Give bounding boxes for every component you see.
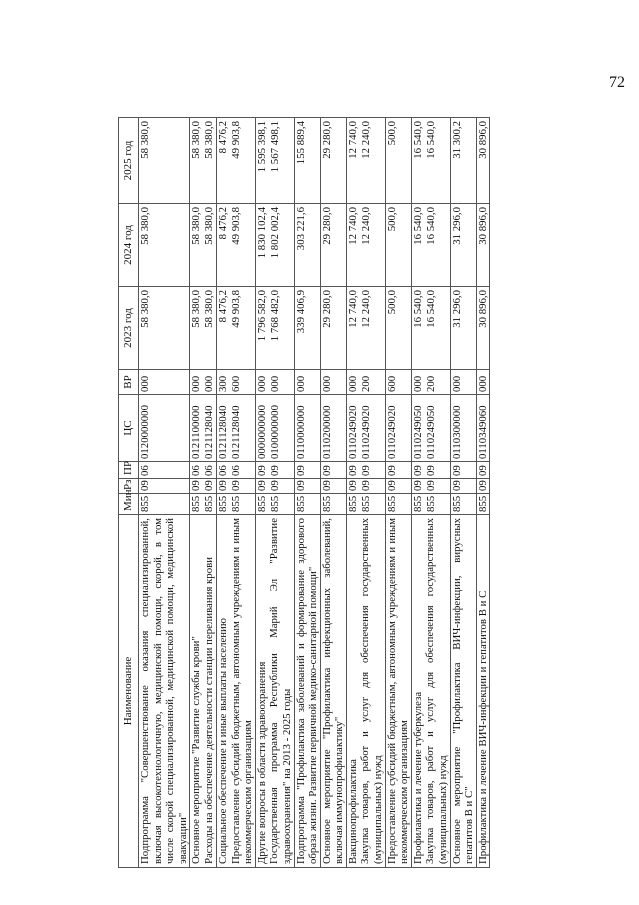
row-name-cell bbox=[255, 515, 294, 868]
row-cs-cell bbox=[255, 395, 294, 462]
item-value: 1 802 002,4 bbox=[268, 207, 281, 259]
row-2025-cell bbox=[346, 118, 385, 204]
row-2024-cell bbox=[346, 204, 385, 287]
item-value: 09 bbox=[385, 465, 398, 476]
row-min-cell bbox=[450, 494, 476, 515]
item-value: 855 bbox=[450, 495, 463, 512]
item-value: 12 240,0 bbox=[359, 290, 372, 328]
item-value: 09 bbox=[294, 480, 307, 491]
row-vr-cell bbox=[450, 370, 476, 395]
item-value: 1 595 398,1 bbox=[255, 121, 268, 173]
item-value: 09 bbox=[476, 480, 489, 491]
row-pr-cell bbox=[320, 462, 346, 479]
item-value: 09 bbox=[359, 465, 372, 476]
item-name: Расходы на обеспечение деятельности станции переливания крови bbox=[202, 557, 215, 864]
item-value: 000 bbox=[268, 375, 281, 392]
item-name: Закупка товаров, работ и услуг для обеспечения государственных (муниципальных) нужд bbox=[359, 518, 385, 864]
row-min-cell bbox=[476, 494, 490, 515]
row-min-cell bbox=[216, 494, 255, 515]
item-name: Социальное обеспечение и иные выплаты населению bbox=[216, 618, 229, 864]
item-value: 0110249050 bbox=[411, 405, 424, 459]
item-value: 09 bbox=[255, 480, 268, 491]
row-2023-cell bbox=[216, 287, 255, 370]
row-pr-cell bbox=[139, 462, 190, 479]
row-2024-cell bbox=[411, 204, 450, 287]
item-name: Предоставление субсидий бюджетным, автономным учреждениям и иным некоммерческим организациям bbox=[385, 518, 411, 864]
header-min: Мин bbox=[119, 494, 139, 515]
item-value: 0120000000 bbox=[139, 405, 151, 459]
item-value: 58 380,0 bbox=[139, 290, 151, 328]
row-rz-cell bbox=[294, 479, 320, 494]
item-value: 855 bbox=[139, 495, 151, 512]
item-value: 000 bbox=[476, 375, 489, 392]
item-value: 855 bbox=[411, 495, 424, 512]
item-value: 09 bbox=[424, 480, 437, 491]
item-value: 000 bbox=[255, 375, 268, 392]
row-min-cell bbox=[385, 494, 411, 515]
row-2024-cell bbox=[385, 204, 411, 287]
row-min-cell bbox=[255, 494, 294, 515]
row-2023-cell bbox=[320, 287, 346, 370]
row-vr-cell bbox=[139, 370, 190, 395]
item-value: 58 380,0 bbox=[203, 207, 216, 245]
item-value: 0110249050 bbox=[424, 405, 437, 459]
item-value: 0110249020 bbox=[359, 405, 372, 459]
row-vr-cell bbox=[255, 370, 294, 395]
table-row bbox=[216, 118, 255, 868]
row-cs-cell bbox=[320, 395, 346, 462]
row-2024-cell bbox=[294, 204, 320, 287]
budget-table bbox=[118, 117, 490, 868]
row-rz-cell bbox=[320, 479, 346, 494]
table-row bbox=[294, 118, 320, 868]
item-value: 16 540,0 bbox=[424, 207, 437, 245]
table-row bbox=[385, 118, 411, 868]
item-value: 8 476,2 bbox=[216, 207, 229, 240]
item-value: 8 476,2 bbox=[216, 121, 229, 154]
item-name: Основное мероприятие "Профилактика ВИЧ-инфекции, вирусных гепатитов В и С" bbox=[450, 518, 476, 864]
row-pr-cell bbox=[294, 462, 320, 479]
row-2023-cell bbox=[294, 287, 320, 370]
item-value: 09 bbox=[255, 465, 268, 476]
row-2023-cell bbox=[411, 287, 450, 370]
row-rz-cell bbox=[255, 479, 294, 494]
item-value: 16 540,0 bbox=[411, 207, 424, 245]
row-vr-cell bbox=[320, 370, 346, 395]
item-value: 855 bbox=[359, 495, 372, 512]
table-body bbox=[139, 118, 490, 868]
row-2023-cell bbox=[346, 287, 385, 370]
row-cs-cell bbox=[385, 395, 411, 462]
table-row bbox=[411, 118, 450, 868]
header-cs: ЦС bbox=[119, 395, 139, 462]
item-value: 855 bbox=[203, 495, 216, 512]
row-vr-cell bbox=[346, 370, 385, 395]
item-value: 12 740,0 bbox=[346, 121, 359, 159]
row-cs-cell bbox=[346, 395, 385, 462]
row-2025-cell bbox=[476, 118, 490, 204]
row-rz-cell bbox=[411, 479, 450, 494]
header-name: Наименование bbox=[119, 515, 139, 868]
item-value: 0110300000 bbox=[450, 405, 463, 459]
item-value: 30 896,0 bbox=[476, 121, 489, 159]
item-value: 09 bbox=[424, 465, 437, 476]
item-value: 000 bbox=[190, 375, 203, 392]
item-value: 500,0 bbox=[385, 207, 398, 232]
item-value: 09 bbox=[346, 480, 359, 491]
row-cs-cell bbox=[411, 395, 450, 462]
item-value: 16 540,0 bbox=[411, 121, 424, 159]
table-row bbox=[476, 118, 490, 868]
row-cs-cell bbox=[216, 395, 255, 462]
item-name: Предоставление субсидий бюджетным, автономным учреждениям и иным некоммерческим организациям bbox=[229, 518, 255, 864]
row-2024-cell bbox=[255, 204, 294, 287]
item-name: Профилактика и лечение ВИЧ-инфекции и гепатитов В и С bbox=[476, 590, 489, 864]
item-value: 0121100000 bbox=[190, 405, 203, 459]
row-2025-cell bbox=[216, 118, 255, 204]
row-vr-cell bbox=[385, 370, 411, 395]
item-value: 09 bbox=[346, 465, 359, 476]
item-value: 000 bbox=[411, 375, 424, 392]
item-value: 000 bbox=[294, 375, 307, 392]
item-value: 29 280,0 bbox=[320, 121, 333, 159]
item-value: 855 bbox=[294, 495, 307, 512]
item-value: 09 bbox=[411, 480, 424, 491]
row-name-cell bbox=[385, 515, 411, 868]
item-value: 31 296,0 bbox=[450, 290, 463, 328]
row-2025-cell bbox=[190, 118, 217, 204]
header-pr: ПР bbox=[119, 462, 139, 479]
item-value: 30 896,0 bbox=[476, 207, 489, 245]
item-value: 09 bbox=[294, 465, 307, 476]
item-value: 06 bbox=[203, 465, 216, 476]
row-pr-cell bbox=[476, 462, 490, 479]
item-value: 58 380,0 bbox=[190, 121, 203, 159]
item-value: 855 bbox=[255, 495, 268, 512]
item-value: 0100000000 bbox=[268, 405, 281, 459]
item-value: 09 bbox=[268, 480, 281, 491]
header-2024: 2024 год bbox=[119, 204, 139, 287]
table-row bbox=[450, 118, 476, 868]
item-value: 855 bbox=[385, 495, 398, 512]
row-name-cell bbox=[476, 515, 490, 868]
row-min-cell bbox=[190, 494, 217, 515]
item-value: 29 280,0 bbox=[320, 207, 333, 245]
row-name-cell bbox=[139, 515, 190, 868]
row-2024-cell bbox=[320, 204, 346, 287]
row-vr-cell bbox=[411, 370, 450, 395]
item-value: 0110249020 bbox=[385, 405, 398, 459]
item-value: 0000000000 bbox=[255, 405, 268, 459]
row-rz-cell bbox=[216, 479, 255, 494]
item-value: 31 296,0 bbox=[450, 207, 463, 245]
table-row bbox=[190, 118, 217, 868]
row-min-cell bbox=[411, 494, 450, 515]
item-value: 855 bbox=[229, 495, 242, 512]
page-number: 72 bbox=[609, 74, 625, 91]
item-value: 855 bbox=[216, 495, 229, 512]
row-min-cell bbox=[294, 494, 320, 515]
row-2025-cell bbox=[294, 118, 320, 204]
item-value: 09 bbox=[359, 480, 372, 491]
row-cs-cell bbox=[139, 395, 190, 462]
row-cs-cell bbox=[450, 395, 476, 462]
table-header-row bbox=[119, 118, 139, 868]
item-value: 600 bbox=[229, 375, 242, 392]
item-value: 06 bbox=[216, 465, 229, 476]
item-value: 09 bbox=[216, 480, 229, 491]
item-name: Основное мероприятие "Профилактика инфекционных заболеваний, включая иммунопрофилактику" bbox=[320, 518, 346, 864]
item-value: 12 240,0 bbox=[359, 207, 372, 245]
item-value: 000 bbox=[346, 375, 359, 392]
row-name-cell bbox=[346, 515, 385, 868]
item-value: 0110000000 bbox=[294, 405, 307, 459]
row-2024-cell bbox=[216, 204, 255, 287]
row-min-cell bbox=[320, 494, 346, 515]
row-2023-cell bbox=[450, 287, 476, 370]
item-value: 09 bbox=[450, 465, 463, 476]
row-name-cell bbox=[450, 515, 476, 868]
row-2024-cell bbox=[139, 204, 190, 287]
row-2024-cell bbox=[476, 204, 490, 287]
item-value: 0121128040 bbox=[203, 405, 216, 459]
row-pr-cell bbox=[255, 462, 294, 479]
item-value: 303 221,6 bbox=[294, 207, 307, 251]
item-value: 855 bbox=[268, 495, 281, 512]
item-value: 31 300,2 bbox=[450, 121, 463, 159]
item-value: 0110349060 bbox=[476, 405, 489, 459]
row-2025-cell bbox=[255, 118, 294, 204]
item-value: 1 796 582,0 bbox=[255, 290, 268, 342]
item-value: 09 bbox=[229, 480, 242, 491]
table-row bbox=[346, 118, 385, 868]
item-value: 339 406,9 bbox=[294, 290, 307, 334]
item-value: 0121128040 bbox=[229, 405, 242, 459]
row-2023-cell bbox=[476, 287, 490, 370]
header-2025: 2025 год bbox=[119, 118, 139, 204]
item-value: 855 bbox=[190, 495, 203, 512]
item-value: 49 903,8 bbox=[229, 207, 242, 245]
row-name-cell bbox=[411, 515, 450, 868]
item-name: Государственная программа Республики Марий Эл "Развитие здравоохранения" на 2013 - 2025 годы bbox=[268, 518, 293, 864]
item-value: 1 567 498,1 bbox=[268, 121, 281, 173]
item-value: 49 903,8 bbox=[229, 290, 242, 328]
item-name: Подпрограмма "Совершенствование оказания специализированной, включая высокотехнологичную, медицинской помощи, скорой, в том числе скорой специализированной, медицинской помощи, медицинской эвакуации" bbox=[139, 518, 189, 864]
item-value: 500,0 bbox=[385, 290, 398, 315]
row-2023-cell bbox=[139, 287, 190, 370]
row-rz-cell bbox=[385, 479, 411, 494]
item-value: 09 bbox=[450, 480, 463, 491]
item-value: 58 380,0 bbox=[203, 290, 216, 328]
item-value: 0110200000 bbox=[320, 405, 333, 459]
item-name: Основное мероприятие "Развитие службы крови" bbox=[190, 636, 203, 864]
table-row bbox=[320, 118, 346, 868]
header-rz: Рз bbox=[119, 479, 139, 494]
row-vr-cell bbox=[216, 370, 255, 395]
row-2025-cell bbox=[411, 118, 450, 204]
row-rz-cell bbox=[346, 479, 385, 494]
row-pr-cell bbox=[385, 462, 411, 479]
item-value: 09 bbox=[411, 465, 424, 476]
row-rz-cell bbox=[190, 479, 217, 494]
item-value: 000 bbox=[139, 375, 151, 392]
item-value: 09 bbox=[476, 465, 489, 476]
row-2025-cell bbox=[450, 118, 476, 204]
item-value: 500,0 bbox=[385, 121, 398, 146]
item-value: 8 476,2 bbox=[216, 290, 229, 323]
item-value: 855 bbox=[346, 495, 359, 512]
item-value: 855 bbox=[320, 495, 333, 512]
row-vr-cell bbox=[294, 370, 320, 395]
row-2025-cell bbox=[320, 118, 346, 204]
row-name-cell bbox=[294, 515, 320, 868]
item-value: 06 bbox=[229, 465, 242, 476]
item-value: 29 280,0 bbox=[320, 290, 333, 328]
item-value: 09 bbox=[203, 480, 216, 491]
row-min-cell bbox=[139, 494, 190, 515]
row-2024-cell bbox=[190, 204, 217, 287]
table-row bbox=[139, 118, 190, 868]
row-name-cell bbox=[216, 515, 255, 868]
item-value: 855 bbox=[424, 495, 437, 512]
item-value: 1 830 102,4 bbox=[255, 207, 268, 259]
item-value: 09 bbox=[139, 480, 151, 491]
item-name: Вакцинопрофилактика bbox=[346, 759, 359, 864]
row-2023-cell bbox=[190, 287, 217, 370]
item-value: 200 bbox=[359, 375, 372, 392]
item-value: 16 540,0 bbox=[411, 290, 424, 328]
row-2023-cell bbox=[255, 287, 294, 370]
item-value: 58 380,0 bbox=[203, 121, 216, 159]
row-rz-cell bbox=[450, 479, 476, 494]
row-pr-cell bbox=[450, 462, 476, 479]
item-value: 600 bbox=[385, 375, 398, 392]
item-value: 09 bbox=[385, 480, 398, 491]
item-value: 300 bbox=[216, 375, 229, 392]
table-row bbox=[255, 118, 294, 868]
row-vr-cell bbox=[476, 370, 490, 395]
item-value: 000 bbox=[450, 375, 463, 392]
row-name-cell bbox=[190, 515, 217, 868]
item-value: 58 380,0 bbox=[190, 207, 203, 245]
item-value: 06 bbox=[190, 465, 203, 476]
item-value: 58 380,0 bbox=[139, 121, 151, 159]
item-value: 1 768 482,0 bbox=[268, 290, 281, 342]
row-2023-cell bbox=[385, 287, 411, 370]
item-name: Профилактика и лечение туберкулеза bbox=[411, 691, 424, 864]
item-value: 000 bbox=[203, 375, 216, 392]
item-value: 0121128040 bbox=[216, 405, 229, 459]
row-cs-cell bbox=[476, 395, 490, 462]
row-cs-cell bbox=[190, 395, 217, 462]
item-value: 16 540,0 bbox=[424, 290, 437, 328]
item-value: 155 889,4 bbox=[294, 121, 307, 165]
item-value: 12 240,0 bbox=[359, 121, 372, 159]
header-vr: ВР bbox=[119, 370, 139, 395]
item-value: 0110249020 bbox=[346, 405, 359, 459]
row-2024-cell bbox=[450, 204, 476, 287]
item-value: 06 bbox=[139, 465, 151, 476]
row-cs-cell bbox=[294, 395, 320, 462]
item-value: 12 740,0 bbox=[346, 207, 359, 245]
row-pr-cell bbox=[190, 462, 217, 479]
row-pr-cell bbox=[216, 462, 255, 479]
item-value: 49 903,8 bbox=[229, 121, 242, 159]
item-name: Подпрограмма "Профилактика заболеваний и формирование здорового образа жизни. Развитие первичной медико-санитарной помощи" bbox=[294, 518, 320, 864]
item-value: 12 740,0 bbox=[346, 290, 359, 328]
row-name-cell bbox=[320, 515, 346, 868]
row-rz-cell bbox=[139, 479, 190, 494]
item-value: 855 bbox=[476, 495, 489, 512]
row-2025-cell bbox=[139, 118, 190, 204]
item-value: 09 bbox=[268, 465, 281, 476]
row-pr-cell bbox=[411, 462, 450, 479]
rotated-table-container bbox=[118, 118, 564, 868]
item-value: 09 bbox=[320, 480, 333, 491]
item-value: 09 bbox=[320, 465, 333, 476]
row-rz-cell bbox=[476, 479, 490, 494]
item-value: 16 540,0 bbox=[424, 121, 437, 159]
row-min-cell bbox=[346, 494, 385, 515]
row-pr-cell bbox=[346, 462, 385, 479]
item-value: 58 380,0 bbox=[139, 207, 151, 245]
item-value: 30 896,0 bbox=[476, 290, 489, 328]
item-name: Закупка товаров, работ и услуг для обеспечения государственных (муниципальных) нужд bbox=[424, 518, 450, 864]
item-value: 58 380,0 bbox=[190, 290, 203, 328]
row-vr-cell bbox=[190, 370, 217, 395]
item-value: 200 bbox=[424, 375, 437, 392]
item-value: 09 bbox=[190, 480, 203, 491]
item-name: Другие вопросы в области здравоохранения bbox=[255, 661, 268, 864]
header-2023: 2023 год bbox=[119, 287, 139, 370]
item-value: 000 bbox=[320, 375, 333, 392]
row-2025-cell bbox=[385, 118, 411, 204]
